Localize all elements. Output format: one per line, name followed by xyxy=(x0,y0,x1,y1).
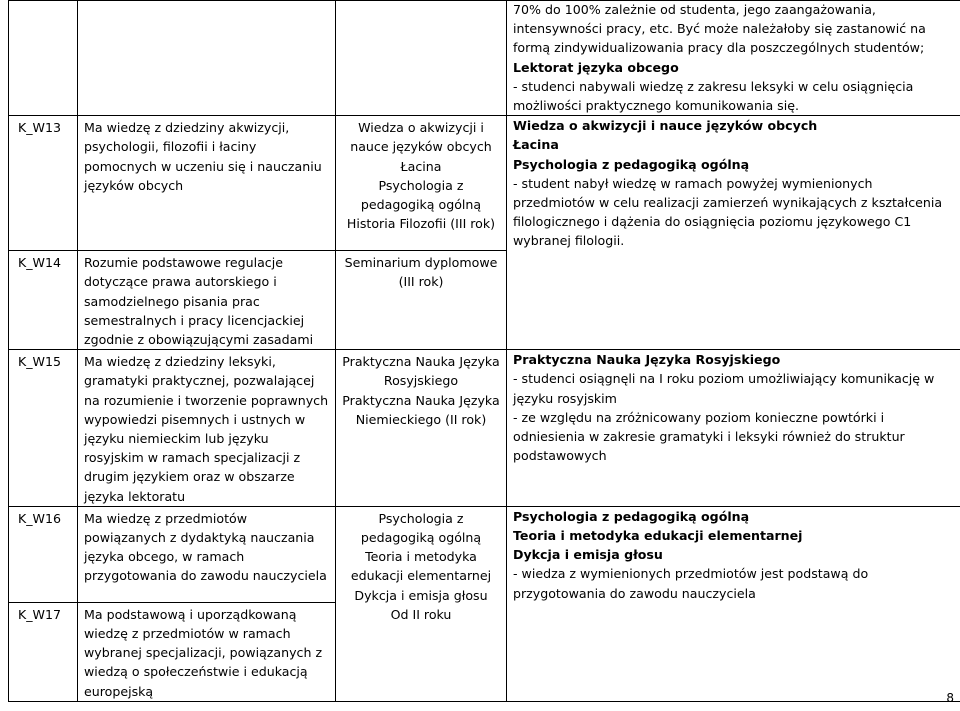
competence-table xyxy=(8,0,960,702)
comment-heading: Wiedza o akwizycji i nauce języków obcych xyxy=(513,118,818,134)
top-note-cell xyxy=(507,1,960,116)
comment-heading: Psychologia z pedagogiką ogólną xyxy=(513,508,750,524)
comment-heading: Psychologia z pedagogiką ogólną xyxy=(513,156,750,172)
comment-text: - student nabył wiedzę w ramach powyżej wymienionych przedmiotów w celu realizacji zamierzeń wynikających z kształcenia filologicznego i dążenia do osiągnięcia poziomu językowego C1 wybranej filologii. xyxy=(513,175,943,249)
comment-heading: Praktyczna Nauka Języka Rosyjskiego xyxy=(513,352,781,368)
course-list xyxy=(336,506,507,701)
top-note-line: formą zindywidualizowania pracy dla poszczególnych studentów; xyxy=(513,40,925,56)
comment-cell xyxy=(507,350,960,507)
table-row xyxy=(9,116,960,251)
comment-cell xyxy=(507,506,960,701)
course-item: Od II roku xyxy=(390,606,452,622)
course-item: Łacina xyxy=(400,158,442,174)
table-row xyxy=(9,506,960,602)
course-list xyxy=(336,350,507,507)
comment-cell xyxy=(507,116,960,350)
page-number: 8 xyxy=(946,691,954,705)
top-note-bullet: - studenci nabywali wiedzę z zakresu leksyki w celu osiągnięcia możliwości praktycznego komunikowania się. xyxy=(513,78,914,114)
effect-code: K_W15 xyxy=(9,350,78,507)
comment-text: - studenci osiągnęli na I roku poziom umożliwiający komunikację w języku rosyjskim - ze względu na zróżnicowany poziom konieczne powtórki i odniesienia w zakresie gramatyki i leksyki również do struktur podstawowych xyxy=(513,371,935,464)
effect-description: Rozumie podstawowe regulacje dotyczące prawa autorskiego i samodzielnego pisania prac semestralnych i pracy licencjackiej zgodnie z obowiązującymi zasadami xyxy=(78,251,336,350)
top-note-line: 70% do 100% zależnie od studenta, jego zaangażowania, xyxy=(513,2,876,17)
course-item: Teoria i metodyka edukacji elementarnej xyxy=(350,549,492,584)
top-note-heading: Lektorat języka obcego xyxy=(513,59,679,75)
table-row-top-note xyxy=(9,1,960,116)
course-item: Wiedza o akwizycji i nauce języków obcych xyxy=(350,120,492,155)
comment-heading: Dykcja i emisja głosu xyxy=(513,547,663,563)
course-list xyxy=(336,251,507,350)
course-item: Dykcja i emisja głosu xyxy=(354,587,488,603)
course-list xyxy=(336,116,507,251)
comment-text: - wiedza z wymienionych przedmiotów jest podstawą do przygotowania do zawodu nauczyciela xyxy=(513,566,869,601)
course-item: Historia Filozofii (III rok) xyxy=(346,216,496,232)
course-item: Psychologia z pedagogiką ogólną xyxy=(360,177,482,213)
course-item: Seminarium dyplomowe (III rok) xyxy=(344,255,498,290)
effect-description: Ma wiedzę z przedmiotów powiązanych z dydaktyką nauczania języka obcego, w ramach przygotowania do zawodu nauczyciela xyxy=(78,506,336,602)
effect-code: K_W16 xyxy=(9,506,78,602)
effect-code: K_W13 xyxy=(9,116,78,251)
effect-code: K_W14 xyxy=(9,251,78,350)
effect-description: Ma wiedzę z dziedziny leksyki, gramatyki praktycznej, pozwalającej na rozumienie i tworzenie poprawnych wypowiedzi pisemnych i ustnych w języku niemieckim lub języku rosyjskim w ramach specjalizacji z drugim językiem oraz w obszarze języka lektoratu xyxy=(78,350,336,507)
effect-code: K_W17 xyxy=(9,602,78,701)
comment-heading: Łacina xyxy=(513,137,559,153)
course-item: Psychologia z pedagogiką ogólną xyxy=(360,510,482,546)
effect-description: Ma podstawową i uporządkowaną wiedzę z przedmiotów w ramach wybranej specjalizacji, powiązanych z wiedzą o społeczeństwie i edukacją europejską xyxy=(78,602,336,701)
comment-heading: Teoria i metodyka edukacji elementarnej xyxy=(513,528,803,544)
course-item: Praktyczna Nauka Języka Rosyjskiego xyxy=(342,354,500,389)
top-note-line: intensywności pracy, etc. Być może należałoby się zastanowić na xyxy=(513,21,926,37)
table-row xyxy=(9,350,960,507)
course-item: Praktyczna Nauka Języka Niemieckiego (II rok) xyxy=(342,392,500,427)
effect-description: Ma wiedzę z dziedziny akwizycji, psychologii, filozofii i łaciny pomocnych w uczeniu się i nauczaniu języków obcych xyxy=(78,116,336,251)
